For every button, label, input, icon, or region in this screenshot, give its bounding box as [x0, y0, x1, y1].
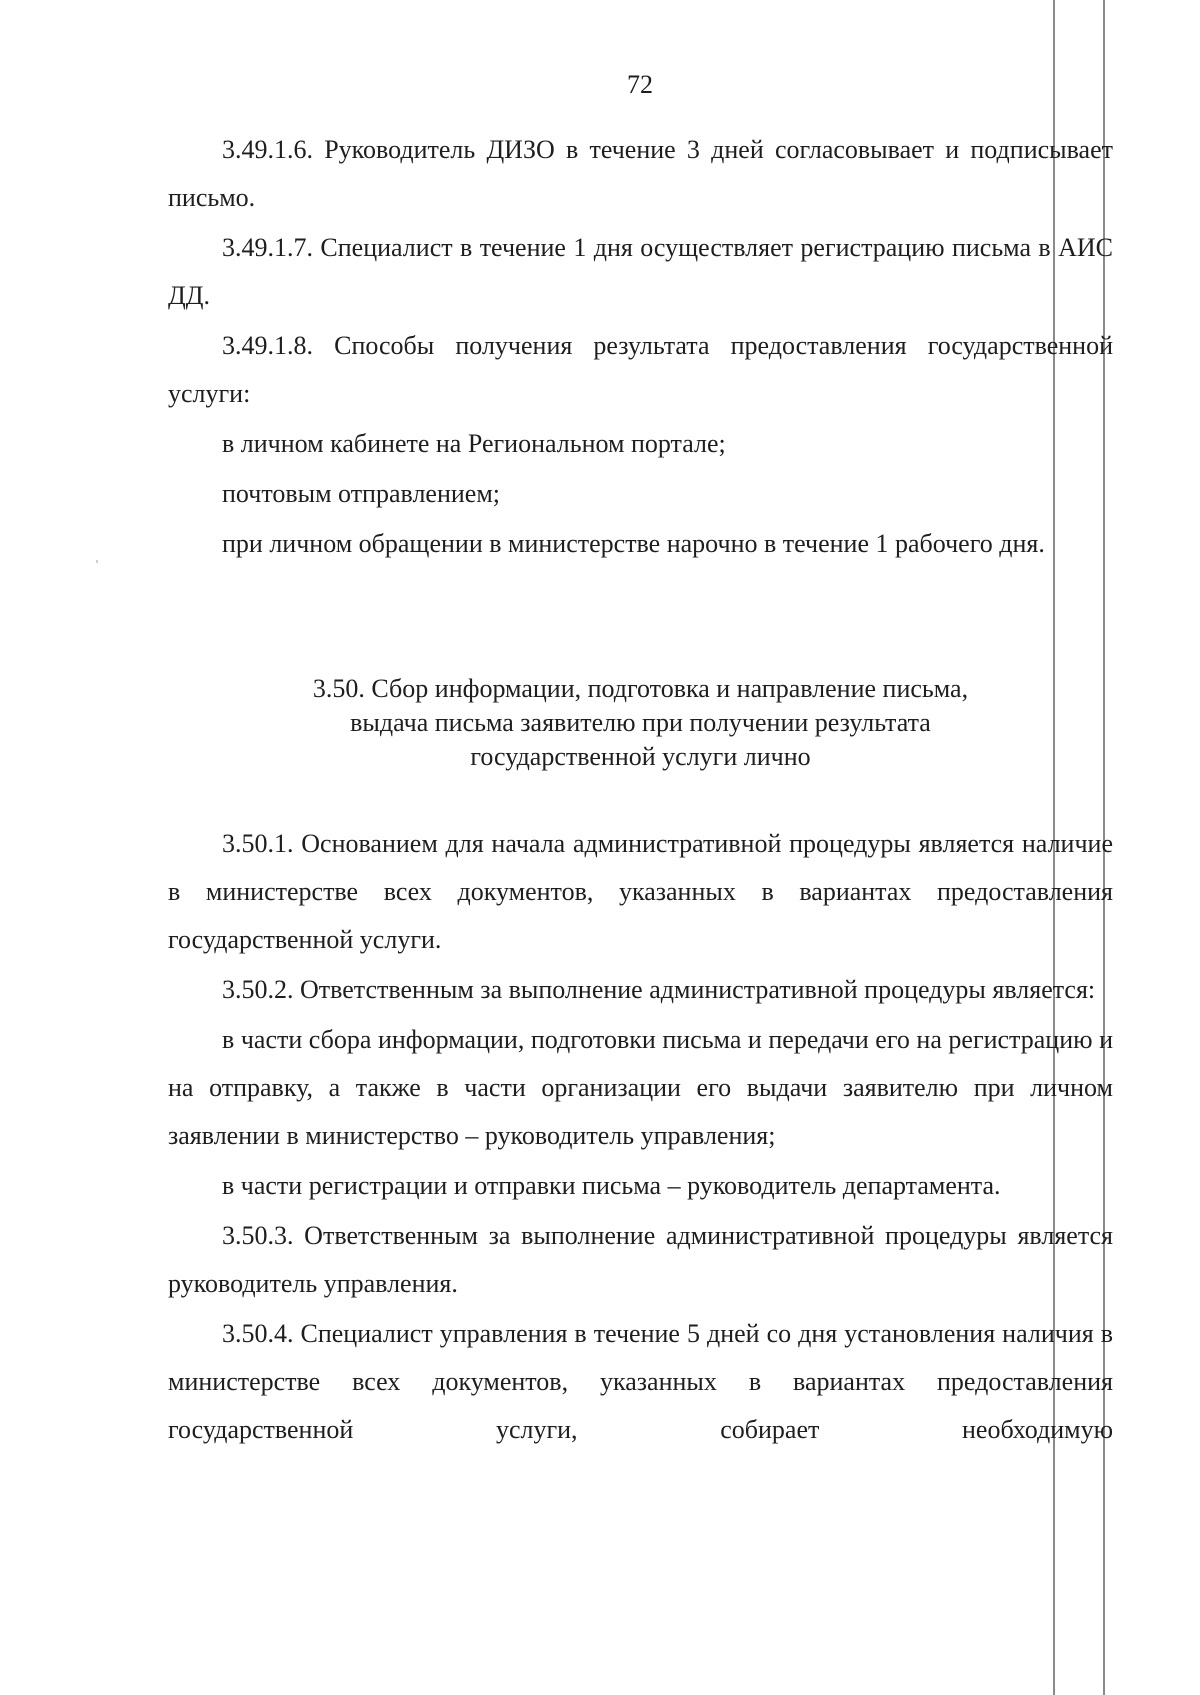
scan-speck [96, 560, 98, 563]
list-item-collection: в части сбора информации, подготовки письма и передачи его на регистрацию и на отправку, а также в части организации его выдачи заявителю при личном заявлении в министерство – руководитель управления; [168, 1025, 1113, 1150]
section-heading-3-50 [168, 672, 1113, 774]
list-item-registration: в части регистрации и отправки письма – руководитель департамента. [222, 1171, 1001, 1200]
paragraph-3-49-1-8: 3.49.1.8. Способы получения результата предоставления государственной услуги: [168, 331, 1113, 408]
list-item-cabinet: в личном кабинете на Региональном портале; [222, 429, 726, 458]
paragraph-3-50-2: 3.50.2. Ответственным за выполнение административной процедуры является: [222, 975, 1096, 1004]
heading-line: 3.50. Сбор информации, подготовка и направление письма, [312, 674, 969, 703]
list-item-post: почтовым отправлением; [222, 479, 501, 508]
paragraph-3-50-1: 3.50.1. Основанием для начала административной процедуры является наличие в министерстве всех документов, указанных в вариантах предоставления государственной услуги. [168, 829, 1113, 954]
paragraph-3-49-1-6: 3.49.1.6. Руководитель ДИЗО в течение 3 дней согласовывает и подписывает письмо. [168, 135, 1113, 212]
document-body [168, 126, 1113, 1456]
paragraph-3-49-1-7: 3.49.1.7. Специалист в течение 1 дня осуществляет регистрацию письма в АИС ДД. [168, 233, 1113, 310]
page-number: 72 [627, 70, 653, 99]
heading-line: государственной услуги лично [470, 742, 811, 771]
heading-line: выдача письма заявителю при получении результата [350, 708, 931, 737]
list-item-personal: при личном обращении в министерстве нарочно в течение 1 рабочего дня. [222, 529, 1045, 558]
paragraph-3-50-4: 3.50.4. Специалист управления в течение 5 дней со дня установления наличия в министерстве всех документов, указанных в вариантах предоставления государственной услуги, собирает необходимую [168, 1319, 1113, 1444]
paragraph-3-50-3: 3.50.3. Ответственным за выполнение административной процедуры является руководитель управления. [168, 1221, 1113, 1298]
